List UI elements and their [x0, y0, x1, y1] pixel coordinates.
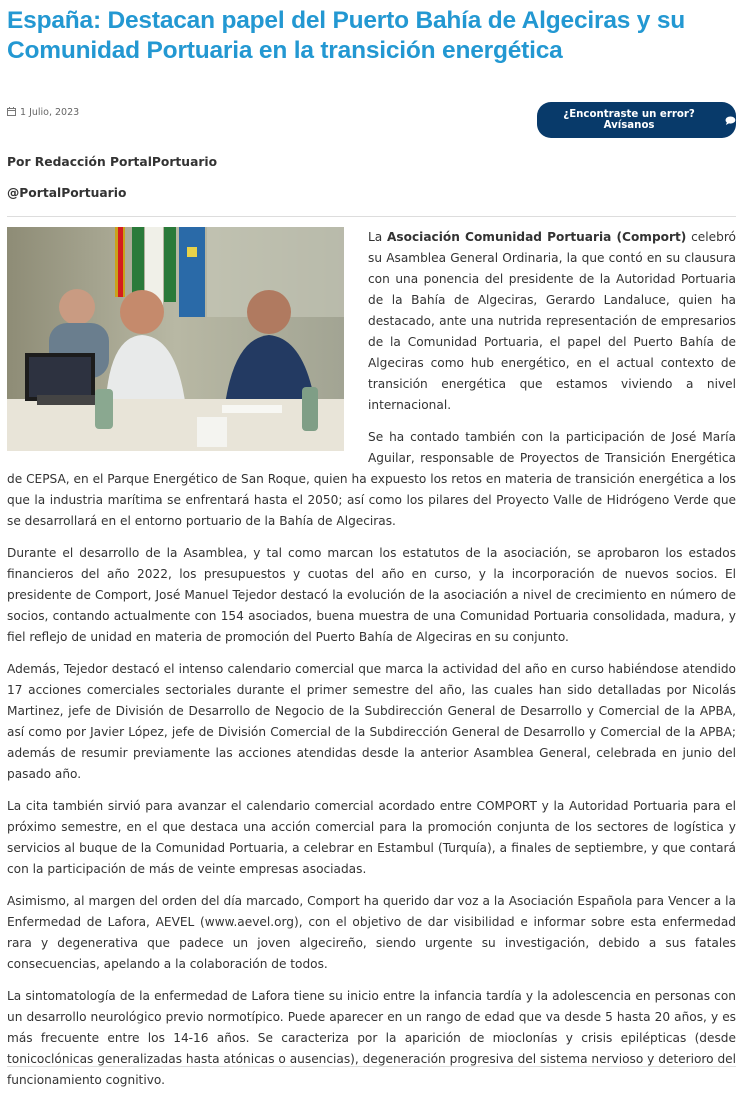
article-date-row	[7, 107, 79, 118]
author-handle-link[interactable]: @PortalPortuario	[7, 186, 127, 200]
article-paragraph: Asimismo, al margen del orden del día marcado, Comport ha querido dar voz a la Asociación Española para Vencer a la Enfermedad de Lafora, AEVEL (www.aevel.org), con el objetivo de dar visibilidad e informar sobre esta enfermedad rara y degenerativa que padece un joven algecireño, siendo urgente su investigación, debido a sus fatales consecuencias, apelando a la colaboración de todos.	[7, 894, 736, 971]
article-body	[7, 227, 736, 1102]
calendar-icon	[7, 107, 16, 116]
article-date: 1 Julio, 2023	[20, 107, 80, 118]
divider	[7, 216, 736, 217]
paragraph-prefix: La	[368, 230, 388, 244]
article-paragraph: Se ha contado también con la participación de José María Aguilar, responsable de Proyectos de Transición Energética de CEPSA, en el Parque Energético de San Roque, quien ha expuesto los retos en materia de transición energética a los que la industria marítima se enfrentará hasta el 2050; así como los pilares del Proyecto Valle de Hidrógeno Verde que se desarrollará en el entorno portuario de la Bahía de Algeciras.	[7, 430, 736, 528]
article-paragraph: Además, Tejedor destacó el intenso calendario comercial que marca la actividad del año en curso habiéndose atendido 17 acciones comerciales sectoriales durante el primer semestre del año, las cuales han sido detalladas por Nicolás Martinez, jefe de División de Desarrollo de Negocio de la Subdirección General de Desarrollo y Comercial de la APBA, así como por Javier López, jefe de División Comercial de la Subdirección General de Desarrollo y Comercial de la APBA; además de resumir previamente las acciones atendidas desde la anterior Asamblea General, celebrada en junio del pasado año.	[7, 662, 736, 781]
article-paragraph: La cita también sirvió para avanzar el calendario comercial acordado entre COMPORT y la Autoridad Portuaria para el próximo semestre, en el que destaca una acción comercial para la promoción conjunta de los sectores de logística y servicios al buque de la Comunidad Portuaria, a celebrar en Estambul (Turquía), a finales de septiembre, y que contará con la participación de más de veinte empresas asociadas.	[7, 799, 736, 876]
article-paragraph: La sintomatología de la enfermedad de Lafora tiene su inicio entre la infancia tardía y la adolescencia en personas con un desarrollo neurológico previo normotípico. Puede aparecer en un rango de edad que va desde 5 hasta 20 años, y es más frecuente entre los 14-16 años. Se caracteriza por la aparición de mioclonías y crisis epilépticas (desde tonicoclónicas generalizadas hasta atónicas o ausencias), degeneración progresiva del sistema nervioso y deterioro del funcionamiento cognitivo.	[7, 989, 736, 1087]
organization-name: Asociación Comunidad Portuaria (Comport)	[387, 230, 687, 244]
article-paragraph: Durante el desarrollo de la Asamblea, y tal como marcan los estatutos de la asociación, se aprobaron los estados financieros del año 2022, los presupuestos y cuotas del año en curso, y la incorporación de nuevos socios. El presidente de Comport, José Manuel Tejedor destacó la evolución de la asociación a nivel de crecimiento en número de socios, contando actualmente con 154 asociados, buena muestra de una Comunidad Portuaria consolidada, madura, y fiel reflejo de unidad en materia de promoción del Puerto Bahía de Algeciras en su conjunto.	[7, 546, 736, 644]
divider	[7, 1066, 736, 1067]
comment-icon	[725, 116, 736, 125]
article-title: España: Destacan papel del Puerto Bahía de Algeciras y su Comunidad Portuaria en la transición energética	[7, 7, 686, 64]
article-byline: Por Redacción PortalPortuario	[7, 155, 218, 169]
report-error-button[interactable]	[537, 102, 736, 138]
article-photo	[7, 227, 344, 451]
report-error-label: ¿Encontraste un error? Avísanos	[563, 109, 695, 131]
paragraph-text: celebró su Asamblea General Ordinaria, la que contó en su clausura con una ponencia del presidente de la Autoridad Portuaria de la Bahía de Algeciras, Gerardo Landaluce, quien ha destacado, ante una nutrida representación de empresarios de la Comunidad Portuaria, el papel del Puerto Bahía de Algeciras como hub energético, en el actual contexto de transición energética que estamos viviendo a nivel internacional.	[368, 230, 736, 412]
